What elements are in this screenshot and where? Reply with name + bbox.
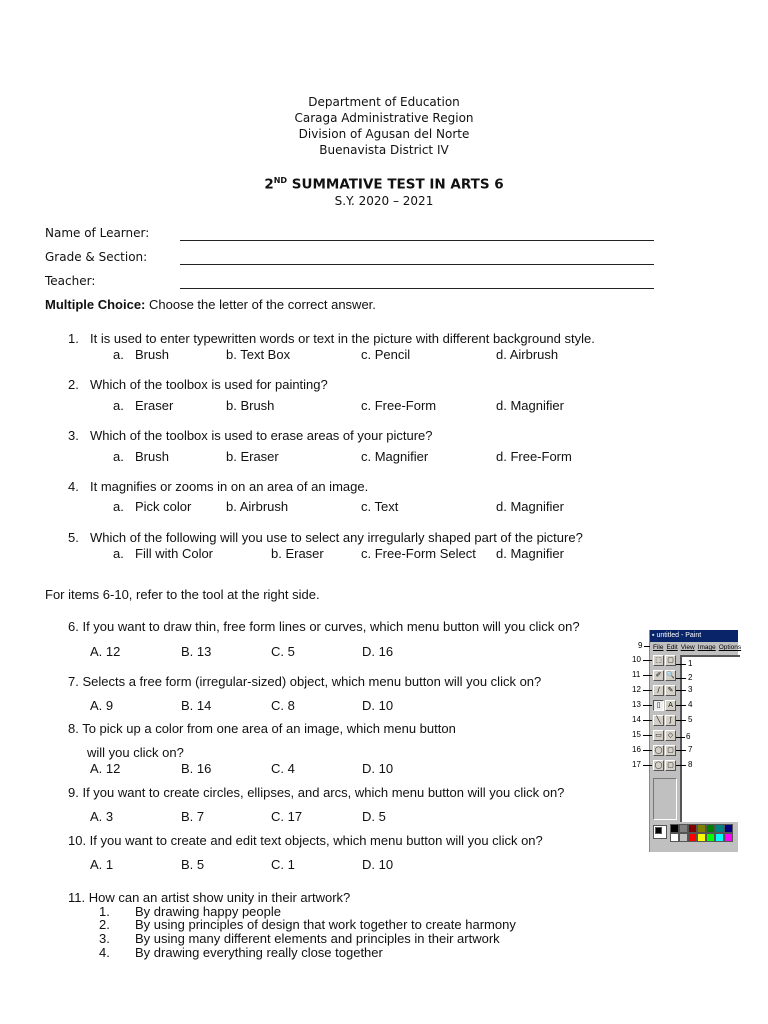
magnifier-icon[interactable]: ✎	[665, 685, 676, 696]
q10-text: 10. If you want to create and edit text objects, which menu button will you click on?	[68, 833, 543, 848]
q3-option-d[interactable]: d. Free-Form	[496, 449, 572, 464]
callout-15: 15	[632, 730, 641, 739]
swatch-9[interactable]	[688, 833, 697, 842]
q3-option-c[interactable]: c. Magnifier	[361, 449, 429, 464]
pencil-icon[interactable]: ▯	[653, 700, 664, 711]
q1-option-c[interactable]: c. Pencil	[361, 347, 411, 362]
q4-option-b[interactable]: b. Airbrush	[226, 499, 289, 514]
fill-icon[interactable]: 🔍	[666, 671, 675, 679]
color-palette	[650, 822, 738, 852]
q2-text: Which of the toolbox is used for painting?	[90, 377, 328, 392]
swatch-5[interactable]	[715, 824, 724, 833]
ellipse-icon[interactable]: ◯	[654, 761, 663, 769]
foreground-color[interactable]	[655, 827, 662, 834]
callout-9: 9	[638, 641, 643, 650]
q1-option-d[interactable]: d. Airbrush	[496, 347, 559, 362]
arrow-12	[643, 690, 652, 691]
menu-file[interactable]: File	[653, 644, 664, 651]
q5-option-a[interactable]: Fill with Color	[135, 546, 214, 561]
callout-13: 13	[632, 700, 641, 709]
q9-option-d[interactable]: D. 5	[362, 809, 386, 824]
arrow-2	[676, 678, 686, 679]
swatch-13[interactable]	[724, 833, 733, 842]
callout-2: 2	[688, 673, 693, 682]
q7-text: 7. Selects a free form (irregular-sized) object, which menu button will you click on?	[68, 674, 542, 689]
division-line: Division of Agusan del Norte	[298, 127, 470, 141]
grade-label: Grade & Section:	[45, 250, 148, 264]
eraser-icon[interactable]: ✐	[653, 670, 664, 681]
q9-option-c[interactable]: C. 17	[271, 809, 303, 824]
arrow-13	[643, 705, 652, 706]
polygon-icon[interactable]: ▢	[665, 745, 676, 756]
q10-option-d[interactable]: D. 10	[362, 857, 394, 872]
swatch-2[interactable]	[688, 824, 697, 833]
free-form-select-icon[interactable]: ⬚	[653, 655, 664, 666]
q4-option-c[interactable]: c. Text	[361, 499, 399, 514]
q2-option-b[interactable]: b. Brush	[226, 398, 275, 413]
q3-option-a[interactable]: Brush	[135, 449, 169, 464]
test-title	[0, 176, 768, 193]
q3-number: 3.	[68, 428, 79, 443]
q8-option-b[interactable]: B. 16	[181, 761, 212, 776]
paint-menubar	[650, 642, 742, 653]
q7-option-c[interactable]: C. 8	[271, 698, 295, 713]
paint-toolbox	[653, 655, 677, 775]
q11-option-4[interactable]: By drawing everything really close together	[135, 945, 383, 960]
callout-12: 12	[632, 685, 641, 694]
curve-icon[interactable]: ◇	[665, 730, 676, 741]
q2-number: 2.	[68, 377, 79, 392]
line-icon[interactable]: ▭	[653, 730, 664, 741]
swatch-12[interactable]	[715, 833, 724, 842]
arrow-10	[643, 660, 652, 661]
q11-option-3[interactable]: By using many different elements and principles in their artwork	[135, 931, 500, 946]
arrow-9	[644, 646, 650, 647]
arrow-4	[676, 705, 686, 706]
callout-14: 14	[632, 715, 641, 724]
q2-option-a[interactable]: Eraser	[135, 398, 174, 413]
swatch-3[interactable]	[697, 824, 706, 833]
arrow-11	[643, 675, 652, 676]
callout-6: 6	[686, 732, 691, 741]
q6-option-d[interactable]: D. 16	[362, 644, 394, 659]
title-superscript: ND	[273, 176, 288, 185]
q5-text: Which of the following will you use to select any irregularly shaped part of the picture?	[90, 530, 583, 545]
text-icon[interactable]: ∫	[665, 715, 676, 726]
q1-number: 1.	[68, 331, 79, 346]
arrow-14	[643, 720, 652, 721]
pick-color-icon[interactable]: /	[653, 685, 664, 696]
callout-8: 8	[688, 760, 693, 769]
arrow-17	[643, 765, 652, 766]
swatch-4[interactable]	[706, 824, 715, 833]
instructions-text: Choose the letter of the correct answer.	[145, 297, 376, 312]
name-label: Name of Learner:	[45, 226, 150, 240]
teacher-line[interactable]	[180, 288, 654, 289]
q10-option-c[interactable]: C. 1	[271, 857, 295, 872]
arrow-16	[643, 750, 652, 751]
q9-option-b[interactable]: B. 7	[181, 809, 205, 824]
name-line[interactable]	[180, 240, 654, 241]
q11-opt1-num: 1.	[99, 904, 110, 919]
callout-5: 5	[688, 715, 693, 724]
arrow-15	[643, 735, 652, 736]
q9-option-a[interactable]: A. 3	[90, 809, 114, 824]
arrow-6	[676, 737, 685, 738]
q4-text: It magnifies or zooms in on an area of an image.	[90, 479, 369, 494]
q5-number: 5.	[68, 530, 79, 545]
callout-7: 7	[688, 745, 693, 754]
arrow-7	[676, 750, 686, 751]
title-number: 2	[264, 176, 274, 193]
swatch-6[interactable]	[724, 824, 733, 833]
q5-option-d[interactable]: d. Magnifier	[496, 546, 564, 561]
callout-1: 1	[688, 659, 693, 668]
school-year: S.Y. 2020 – 2021	[334, 194, 434, 208]
q7-option-d[interactable]: D. 10	[362, 698, 394, 713]
q11-option-2[interactable]: By using principles of design that work together to create harmony	[135, 917, 516, 932]
q11-text: 11. How can an artist show unity in their artwork?	[68, 890, 351, 905]
callout-11: 11	[632, 670, 641, 679]
swatch-0[interactable]	[670, 824, 679, 833]
q8-option-d[interactable]: D. 10	[362, 761, 394, 776]
paint-window	[649, 630, 742, 852]
callout-3: 3	[688, 685, 693, 694]
q1-text: It is used to enter typewritten words or text in the picture with different background style.	[90, 331, 595, 346]
swatch-1[interactable]	[679, 824, 688, 833]
q8-option-a[interactable]: A. 12	[90, 761, 121, 776]
q11-opt3-num: 3.	[99, 931, 110, 946]
q6-option-b[interactable]: B. 13	[181, 644, 212, 659]
q9-text: 9. If you want to create circles, ellipses, and arcs, which menu button will you click on?	[68, 785, 565, 800]
paint-title-text: untitled - Paint	[656, 632, 702, 639]
airbrush-icon[interactable]: ╲	[653, 715, 664, 726]
q6-option-c[interactable]: C. 5	[271, 644, 295, 659]
q11-option-1[interactable]: By drawing happy people	[135, 904, 281, 919]
instructions	[45, 297, 376, 312]
arrow-8	[676, 765, 686, 766]
part2-intro: For items 6-10, refer to the tool at the right side.	[45, 587, 320, 602]
q8-option-c[interactable]: C. 4	[271, 761, 295, 776]
callout-4: 4	[688, 700, 693, 709]
paint-titlebar	[650, 630, 738, 642]
tool-options-box[interactable]	[653, 778, 677, 820]
q4-option-a[interactable]: Pick color	[135, 499, 192, 514]
q1-option-a[interactable]: Brush	[135, 347, 169, 362]
swatch-11[interactable]	[706, 833, 715, 842]
q4-option-d[interactable]: d. Magnifier	[496, 499, 564, 514]
q4-opt-letter-a: a.	[113, 499, 124, 514]
q6-text: 6. If you want to draw thin, free form lines or curves, which menu button will you click on?	[68, 619, 580, 634]
q2-option-d[interactable]: d. Magnifier	[496, 398, 564, 413]
q2-opt-letter-a: a.	[113, 398, 124, 413]
q2-option-c[interactable]: c. Free-Form	[361, 398, 437, 413]
q10-option-a[interactable]: A. 1	[90, 857, 114, 872]
select-icon[interactable]: ▢	[665, 655, 676, 666]
q7-option-a[interactable]: A. 9	[90, 698, 114, 713]
swatch-8[interactable]	[679, 833, 688, 842]
brush-icon[interactable]: A	[665, 700, 676, 711]
q7-option-b[interactable]: B. 14	[181, 698, 212, 713]
teacher-label: Teacher:	[45, 274, 96, 288]
menu-edit[interactable]: Edit	[666, 644, 678, 651]
title-text: SUMMATIVE TEST IN ARTS 6	[287, 176, 504, 193]
instructions-bold: Multiple Choice:	[45, 297, 146, 312]
callout-10: 10	[632, 655, 641, 664]
swatch-7[interactable]	[670, 833, 679, 842]
menu-view[interactable]: View	[680, 644, 695, 651]
q11-opt2-num: 2.	[99, 917, 110, 932]
arrow-1	[676, 664, 686, 665]
q3-option-b[interactable]: b. Eraser	[226, 449, 279, 464]
menu-image[interactable]: Image	[697, 644, 716, 651]
q4-number: 4.	[68, 479, 79, 494]
region-line: Caraga Administrative Region	[294, 111, 474, 125]
paint-icon: ▪	[652, 632, 655, 639]
callout-16: 16	[632, 745, 641, 754]
q6-option-a[interactable]: A. 12	[90, 644, 121, 659]
q10-option-b[interactable]: B. 5	[181, 857, 205, 872]
callout-17: 17	[632, 760, 641, 769]
q5-opt-letter-a: a.	[113, 546, 124, 561]
menu-options[interactable]: Options	[718, 644, 742, 651]
q11-opt4-num: 4.	[99, 945, 110, 960]
arrow-5	[676, 720, 686, 721]
district-line: Buenavista District IV	[319, 143, 449, 157]
q1-opt-letter-a: a.	[113, 347, 124, 362]
q5-option-b[interactable]: b. Eraser	[271, 546, 324, 561]
q1-option-b[interactable]: b. Text Box	[226, 347, 291, 362]
arrow-3	[676, 690, 686, 691]
q3-text: Which of the toolbox is used to erase areas of your picture?	[90, 428, 433, 443]
q5-option-c[interactable]: c. Free-Form Select	[361, 546, 476, 561]
dept-line: Department of Education	[308, 95, 460, 109]
grade-line[interactable]	[180, 264, 654, 265]
rounded-rectangle-icon[interactable]: ▢	[665, 760, 676, 771]
swatch-10[interactable]	[697, 833, 706, 842]
q8-text: 8. To pick up a color from one area of an image, which menu button	[68, 721, 456, 736]
q8-text-line2: will you click on?	[87, 745, 184, 760]
q3-opt-letter-a: a.	[113, 449, 124, 464]
rectangle-icon[interactable]: ◯	[654, 746, 663, 754]
